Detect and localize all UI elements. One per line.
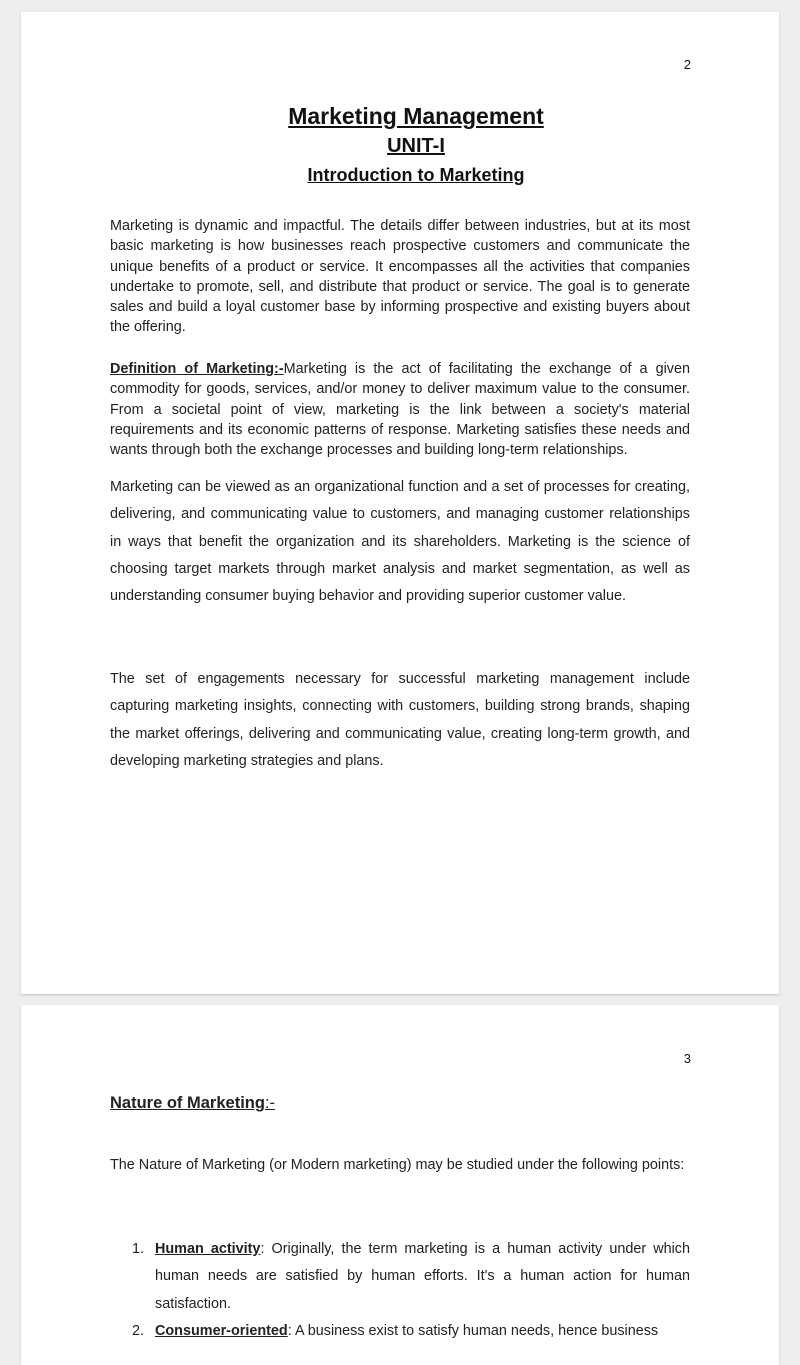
list-item-label: Consumer-oriented [155, 1322, 288, 1339]
intro-paragraph: Marketing is dynamic and impactful. The details differ between industries, but at its most basic marketing is how businesses reach prospective customers and communicate the unique benefits of a product or service. It encompasses all the activities that companies undertake to promote, sell, and distribute that product or service. The goal is to generate sales and build a loyal customer base by informing prospective and existing buyers about the offering. [110, 218, 690, 336]
title-block [21, 100, 779, 190]
list-item-label-suffix: : [260, 1241, 265, 1257]
organizational-function-paragraph: Marketing can be viewed as an organizational function and a set of processes for creating, delivering, and communicating value to customers, and managing customer relationships in ways that benefit the organization and its shareholders. Marketing is the science of choosing target markets through market analysis and market segmentation, as well as understanding consumer buying behavior and providing superior customer value. [110, 479, 690, 605]
section-heading [110, 1094, 275, 1113]
list-item-label-suffix: : [287, 1322, 292, 1339]
page-number: 3 [683, 1051, 691, 1066]
document-page-3 [21, 1005, 779, 1365]
document-page-2 [21, 12, 779, 994]
section-heading-text: Nature of Marketing [110, 1094, 265, 1112]
definition-label: Definition of Marketing:- [110, 361, 284, 377]
definition-paragraph [110, 359, 690, 460]
list-item-number: 1. [132, 1241, 145, 1257]
nature-points-list [132, 1236, 690, 1345]
list-item-text: Originally, the term marketing is a human activity under which human needs are satisfied by human efforts. It's a human action for human satisfaction. [155, 1241, 690, 1312]
list-item-number: 2. [132, 1322, 145, 1339]
page-number: 2 [683, 57, 691, 72]
list-item-label: Human activity [155, 1241, 261, 1257]
chapter-title: Introduction to Marketing [307, 165, 525, 185]
list-item-text: A business exist to satisfy human needs, hence business [291, 1322, 659, 1339]
engagements-paragraph: The set of engagements necessary for successful marketing management include capturing marketing insights, connecting with customers, building strong brands, shaping the market offerings, delivering and communicating value, creating long-term growth, and developing marketing strategies and plans. [110, 671, 690, 769]
document-title: Marketing Management [288, 103, 544, 129]
list-item [132, 1318, 690, 1345]
nature-intro-paragraph: The Nature of Marketing (or Modern marketing) may be studied under the following points: [110, 1157, 685, 1173]
section-heading-suffix: :- [264, 1094, 276, 1112]
unit-title: UNIT-I [387, 135, 445, 157]
definition-text: Marketing is the act of facilitating the exchange of a given commodity for goods, services, and/or money to deliver maximum value to the consumer. From a societal point of view, marketing is the link between a society's material requirements and its economic patterns of response. Marketing satisfies these needs and wants through both the exchange processes and building long-term relationships. [110, 361, 690, 459]
list-item [132, 1236, 690, 1318]
